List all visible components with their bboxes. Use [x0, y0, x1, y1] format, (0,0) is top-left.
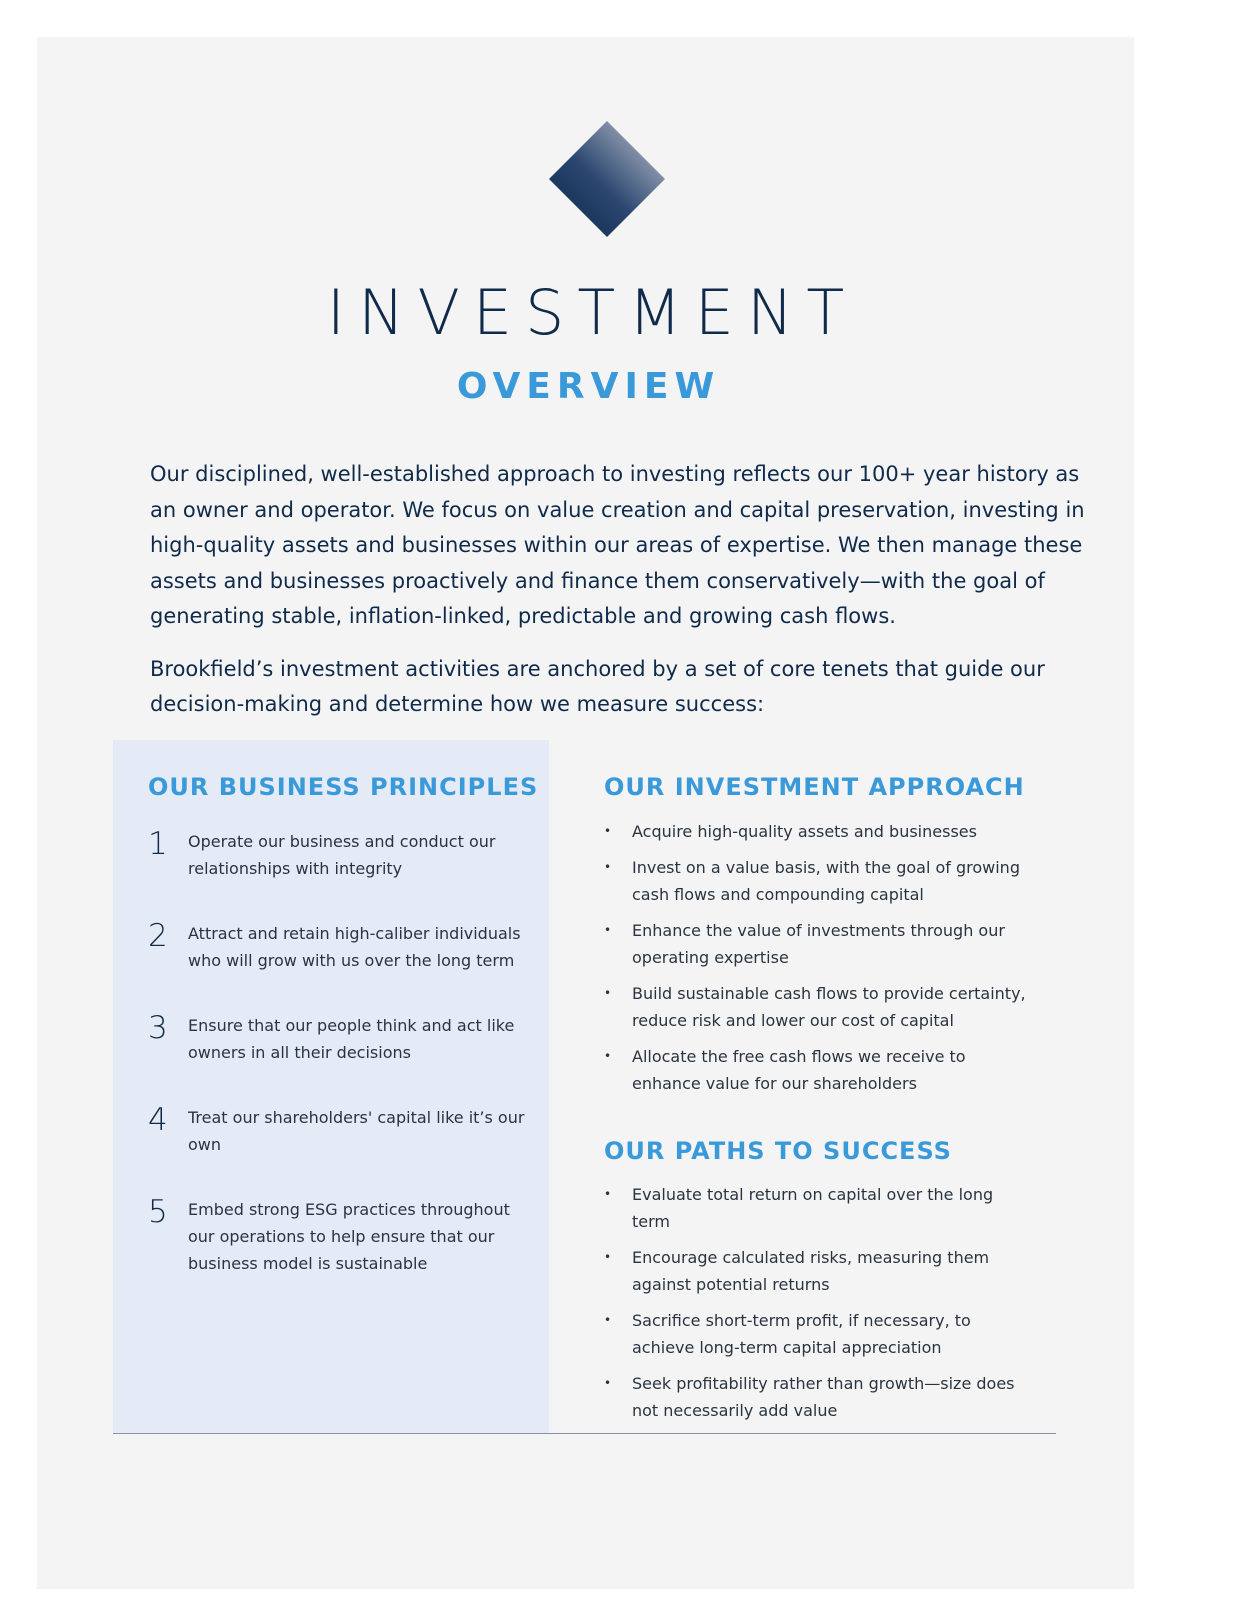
principle-item	[148, 828, 538, 920]
success-list	[604, 1181, 1034, 1433]
intro-text	[150, 457, 1100, 740]
approach-item-text: Acquire high-quality assets and businesses	[632, 822, 977, 841]
success-item	[604, 1181, 1034, 1235]
approach-item	[604, 917, 1034, 971]
principle-text: Operate our business and conduct our relationships with integrity	[188, 832, 496, 878]
bullet-icon: •	[604, 1250, 612, 1264]
success-item-text: Seek profitability rather than growth—size does not necessarily add value	[632, 1374, 1015, 1420]
principle-number: 5	[148, 1194, 168, 1230]
approach-item-text: Enhance the value of investments through our operating expertise	[632, 921, 1005, 967]
approach-list	[604, 818, 1034, 1106]
success-item-text: Sacrifice short-term profit, if necessary, to achieve long-term capital appreciation	[632, 1311, 971, 1357]
success-item	[604, 1244, 1034, 1298]
approach-item	[604, 980, 1034, 1034]
principle-number: 3	[148, 1010, 168, 1046]
principle-number: 2	[148, 918, 168, 954]
bullet-icon: •	[604, 986, 612, 1000]
page-title: INVESTMENT	[326, 276, 858, 349]
approach-item	[604, 1043, 1034, 1097]
principle-number: 4	[148, 1102, 168, 1138]
approach-item-text: Build sustainable cash flows to provide certainty, reduce risk and lower our cost of capital	[632, 984, 1026, 1030]
success-item	[604, 1307, 1034, 1361]
principle-text: Embed strong ESG practices throughout our operations to help ensure that our business model is sustainable	[188, 1200, 510, 1273]
approach-item-text: Allocate the free cash flows we receive to enhance value for our shareholders	[632, 1047, 966, 1093]
approach-item	[604, 854, 1034, 908]
success-heading: OUR PATHS TO SUCCESS	[604, 1137, 952, 1165]
business-principles-panel	[113, 740, 549, 1433]
approach-heading: OUR INVESTMENT APPROACH	[604, 773, 1025, 801]
intro-paragraph-2: Brookfield’s investment activities are anchored by a set of core tenets that guide our decision-making and determine how we measure success:	[150, 656, 1045, 716]
page-subtitle: OVERVIEW	[456, 366, 721, 407]
principle-text: Treat our shareholders' capital like it’s our own	[188, 1108, 525, 1154]
divider	[113, 1433, 1056, 1434]
bullet-icon: •	[604, 860, 612, 874]
principle-item	[148, 1012, 538, 1104]
principle-text: Ensure that our people think and act like owners in all their decisions	[188, 1016, 515, 1062]
principle-item	[148, 1104, 538, 1196]
principle-number: 1	[148, 826, 168, 862]
bullet-icon: •	[604, 1376, 612, 1390]
approach-item	[604, 818, 1034, 845]
success-item-text: Encourage calculated risks, measuring them against potential returns	[632, 1248, 990, 1294]
principle-item	[148, 1196, 538, 1288]
success-item-text: Evaluate total return on capital over the long term	[632, 1185, 994, 1231]
principles-list	[148, 828, 538, 1288]
bullet-icon: •	[604, 1187, 612, 1201]
principle-item	[148, 920, 538, 1012]
bullet-icon: •	[604, 923, 612, 937]
bullet-icon: •	[604, 1313, 612, 1327]
principle-text: Attract and retain high-caliber individuals who will grow with us over the long term	[188, 924, 521, 970]
diamond-graphic	[549, 121, 665, 237]
principles-heading: OUR BUSINESS PRINCIPLES	[148, 773, 539, 801]
approach-item-text: Invest on a value basis, with the goal of growing cash flows and compounding capital	[632, 858, 1020, 904]
intro-paragraph-1: Our disciplined, well-established approach to investing reflects our 100+ year history as an owner and operator. We focus on value creation and capital preservation, investing in high-quality assets and businesses within our areas of expertise. We then manage these assets and businesses proactively and finance them conservatively—with the goal of generating stable, inflation-linked, predictable and growing cash flows.	[150, 462, 1085, 628]
bullet-icon: •	[604, 824, 612, 838]
diamond-icon	[549, 121, 665, 237]
success-item	[604, 1370, 1034, 1424]
bullet-icon: •	[604, 1049, 612, 1063]
